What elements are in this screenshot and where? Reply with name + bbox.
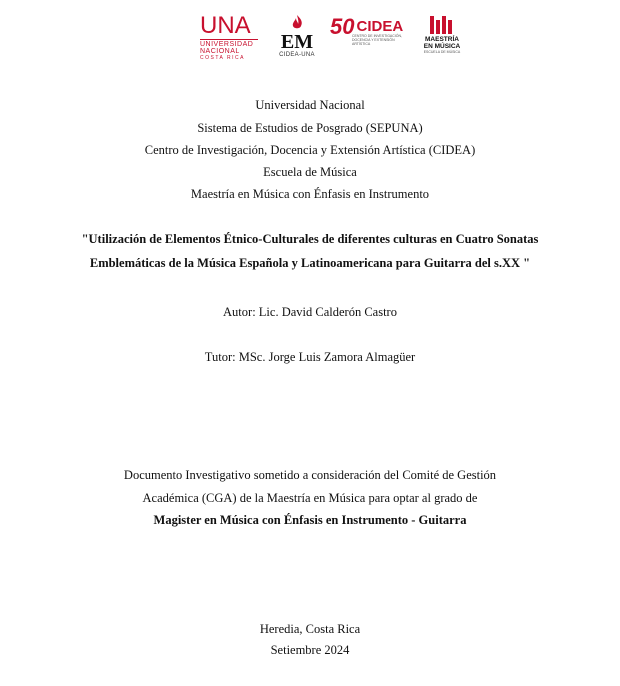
- una-logo-name: UNA: [200, 12, 251, 39]
- cidea-logo: [330, 14, 410, 46]
- em-logo: [272, 14, 322, 58]
- place-line: Heredia, Costa Rica: [259, 622, 361, 636]
- una-logo: [200, 14, 258, 61]
- research-center: Centro de Investigación, Docencia y Extensión Artística (CIDEA): [144, 143, 476, 157]
- submission-line1: Documento Investigativo sometido a consideración del Comité de Gestión: [123, 468, 497, 482]
- submission-line2: Académica (CGA) de la Maestría en Música para optar al grado de: [142, 491, 478, 505]
- degree-line: Magister en Música con Énfasis en Instrumento - Guitarra: [153, 513, 467, 527]
- maestria-logo: [421, 14, 463, 54]
- cidea-logo-sub: CENTRO DE INVESTIGACIÓN, DOCENCIA Y EXTENSIÓN ARTÍSTICA: [352, 34, 402, 46]
- cidea-logo-name: CIDEA: [356, 18, 404, 35]
- thesis-title-line1: "Utilización de Elementos Étnico-Culturales de diferentes culturas en Cuatro Sonatas: [81, 232, 539, 246]
- maestria-logo-line1: MAESTRÍA: [425, 36, 459, 43]
- university-name: Universidad Nacional: [255, 98, 365, 112]
- flame-icon: [289, 14, 305, 32]
- una-logo-line1: UNIVERSIDAD: [200, 41, 254, 48]
- una-logo-line2: NACIONAL: [200, 48, 240, 55]
- music-bars-icon: [429, 14, 455, 36]
- graduate-system: Sistema de Estudios de Posgrado (SEPUNA): [197, 121, 423, 135]
- maestria-logo-line2: EN MÚSICA: [423, 43, 461, 50]
- tutor-line: Tutor: MSc. Jorge Luis Zamora Almagüer: [204, 350, 416, 364]
- date-line: Setiembre 2024: [270, 643, 350, 657]
- maestria-logo-sub: ESCUELA DE MÚSICA: [423, 50, 461, 54]
- em-logo-sub: CIDEA-UNA: [279, 52, 315, 58]
- thesis-title-line2: Emblemáticas de la Música Española y Latinoamericana para Guitarra del s.XX ": [89, 256, 531, 270]
- author-line: Autor: Lic. David Calderón Castro: [223, 305, 397, 319]
- school-name: Escuela de Música: [263, 165, 357, 179]
- cidea-logo-number: 50: [330, 14, 355, 39]
- una-logo-rule: [200, 39, 258, 40]
- logo-bar: [0, 14, 620, 74]
- una-logo-line3: COSTA RICA: [200, 55, 245, 61]
- em-logo-name: EM: [280, 31, 314, 53]
- program-name: Maestría en Música con Énfasis en Instrumento: [190, 187, 430, 201]
